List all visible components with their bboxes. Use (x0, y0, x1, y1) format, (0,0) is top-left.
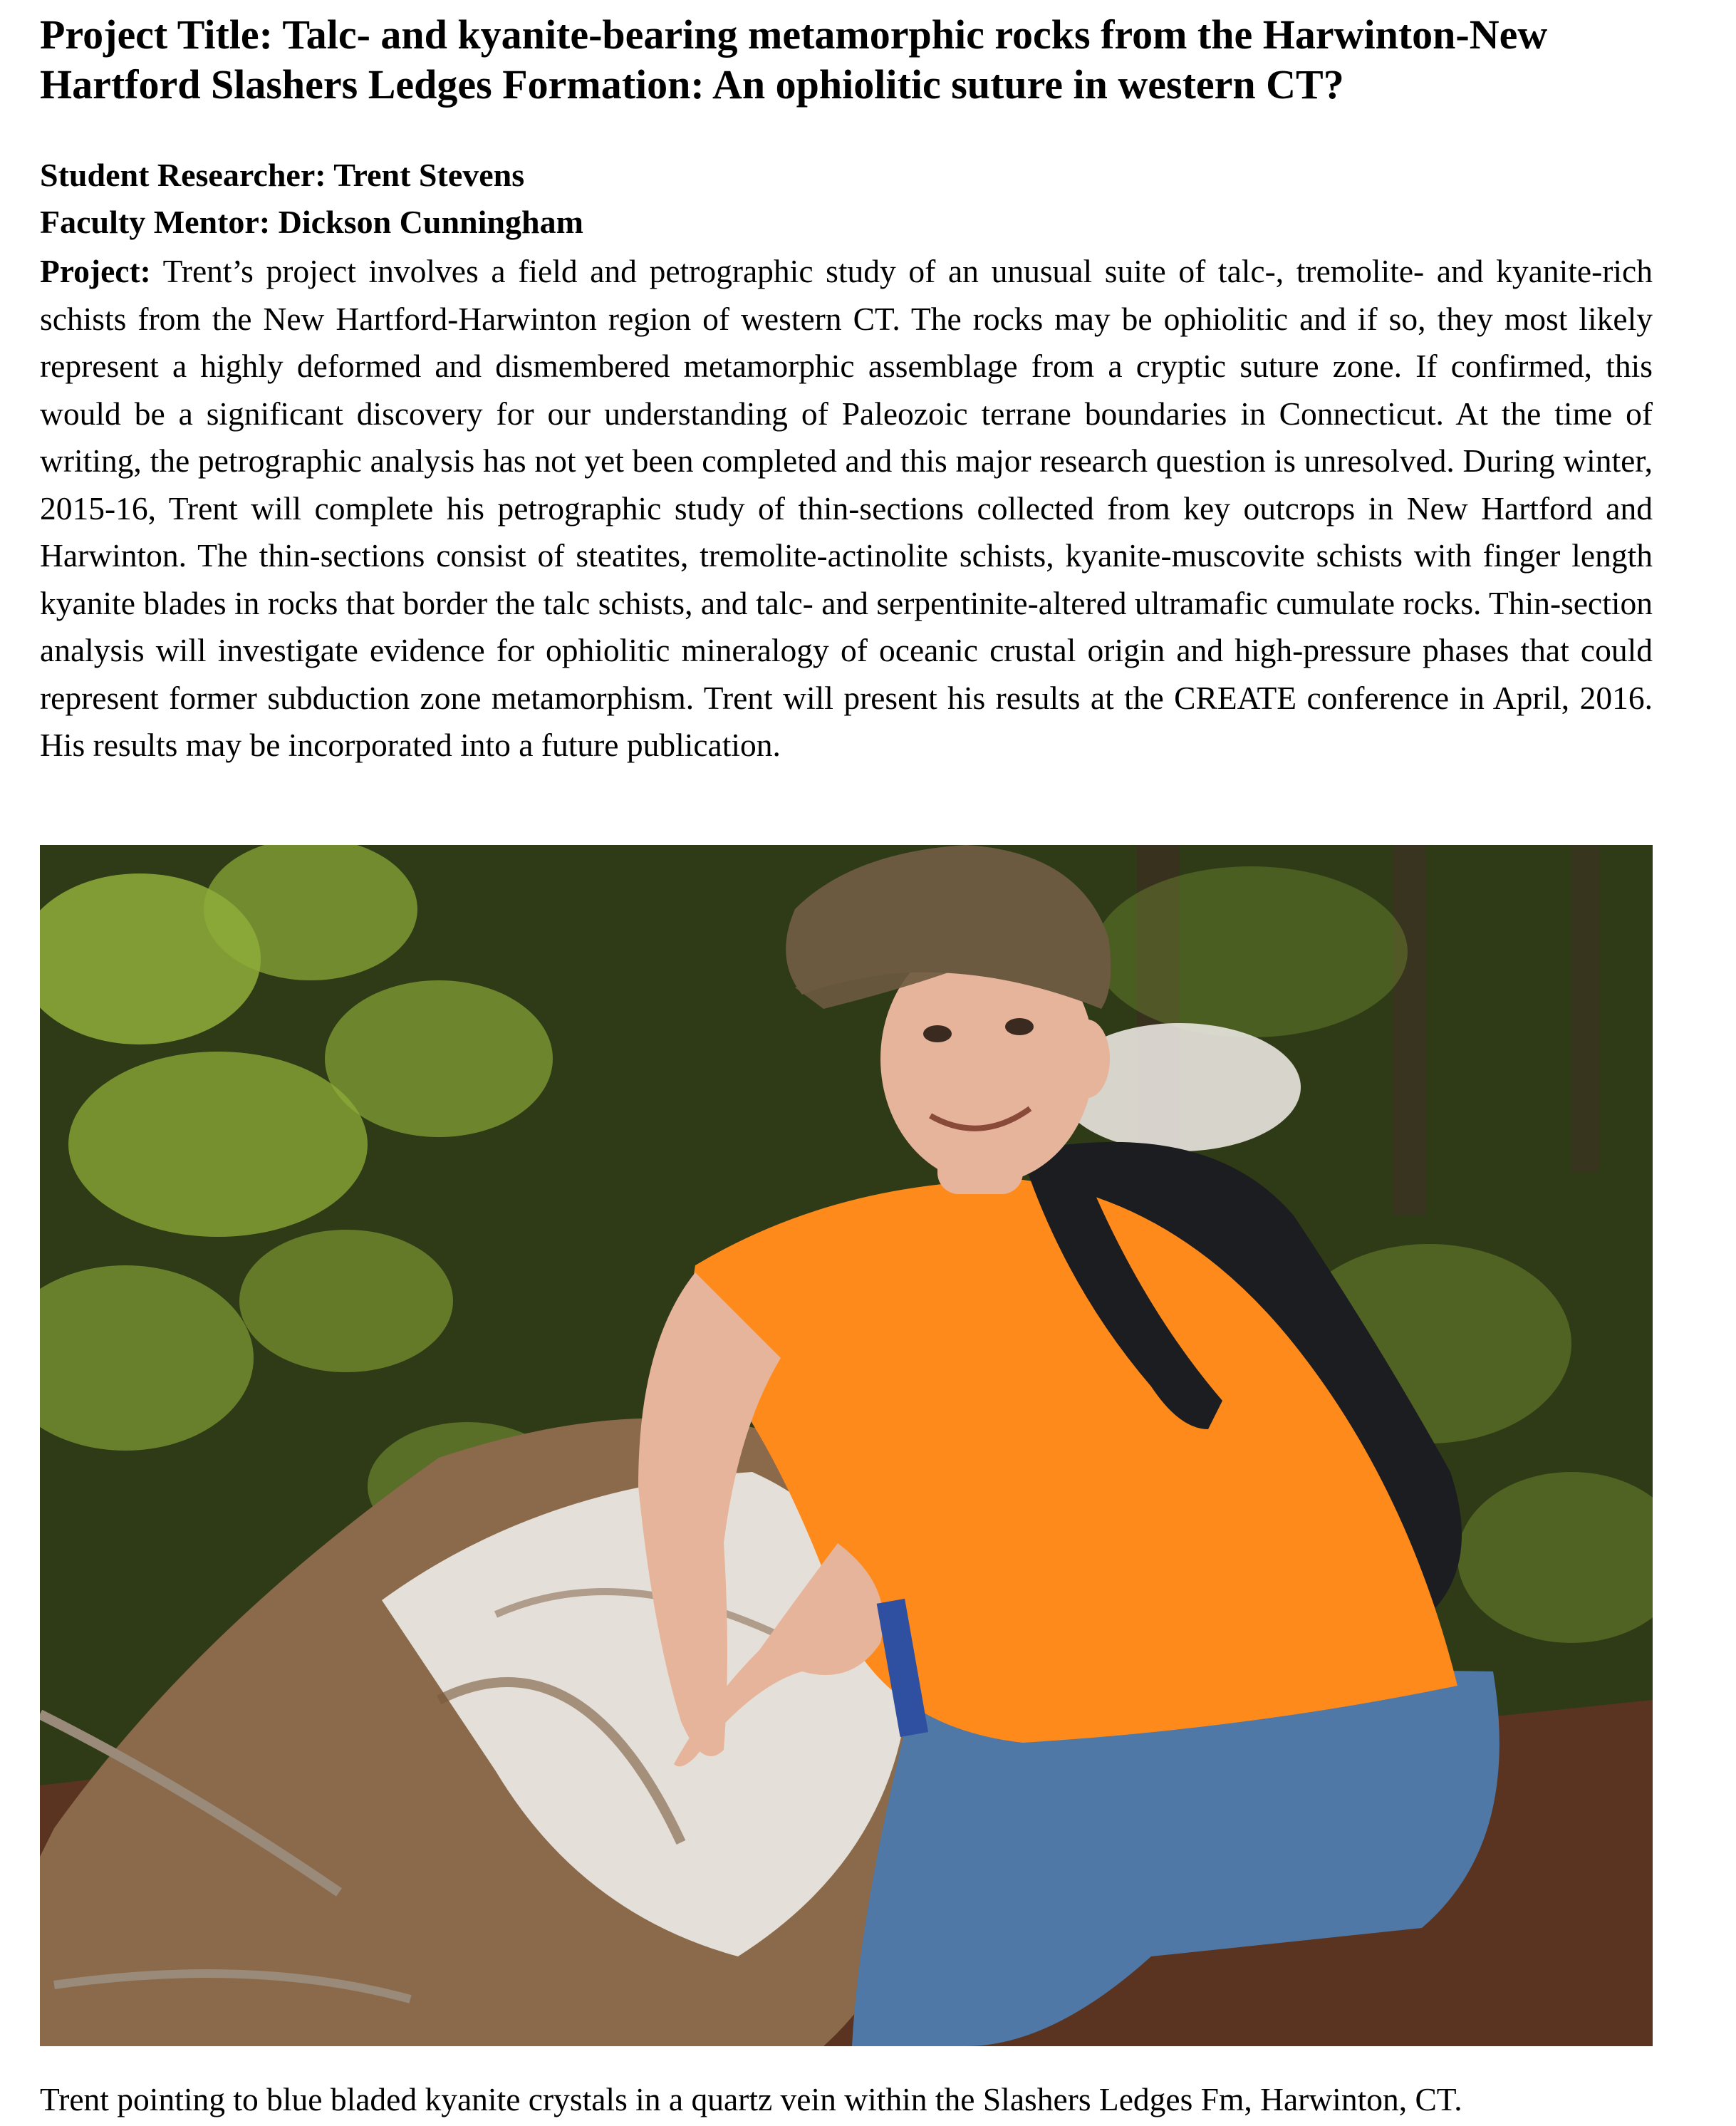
tree-trunk (1393, 845, 1425, 1215)
tree-trunk (1571, 845, 1600, 1173)
project-label: Project: (40, 253, 151, 289)
faculty-mentor: Faculty Mentor: Dickson Cunningham (40, 204, 583, 240)
eye (923, 1025, 952, 1042)
ear (1064, 1020, 1110, 1098)
project-description (40, 248, 1653, 769)
eye (1005, 1018, 1034, 1035)
field-photo (40, 845, 1653, 2046)
figure-caption: Trent pointing to blue bladed kyanite crystals in a quartz vein within the Slashers Ledges Fm, Harwinton, CT. (40, 2081, 1462, 2117)
field-photo-illustration (40, 845, 1653, 2046)
project-title: Project Title: Talc- and kyanite-bearing metamorphic rocks from the Harwinton-New Hartford Slashers Ledges Formation: An ophiolitic suture in western CT? (40, 11, 1548, 108)
student-researcher: Student Researcher: Trent Stevens (40, 157, 525, 193)
project-text: Trent’s project involves a field and petrographic study of an unusual suite of talc-, tremolite- and kyanite-rich schists from the New Hartford-Harwinton region of western CT. The rocks may be ophiolitic and if so, they most likely represent a highly deformed and dismembered metamorphic assemblage from a cryptic suture zone. If confirmed, this would be a significant discovery for our understanding of Paleozoic terrane boundaries in Connecticut. At the time of writing, the petrographic analysis has not yet been completed and this major research question is unresolved. During winter, 2015-16, Trent will complete his petrographic study of thin-sections collected from key outcrops in New Hartford and Harwinton. The thin-sections consist of steatites, tremolite-actinolite schists, kyanite-muscovite schists with finger length kyanite blades in rocks that border the talc schists, and talc- and serpentinite-altered ultramafic cumulate rocks. Thin-section analysis will investigate evidence for ophiolitic mineralogy of oceanic crustal origin and high-pressure phases that could represent former subduction zone metamorphism. Trent will present his results at the CREATE conference in April, 2016. His results may be incorporated into a future publication. (40, 253, 1653, 763)
